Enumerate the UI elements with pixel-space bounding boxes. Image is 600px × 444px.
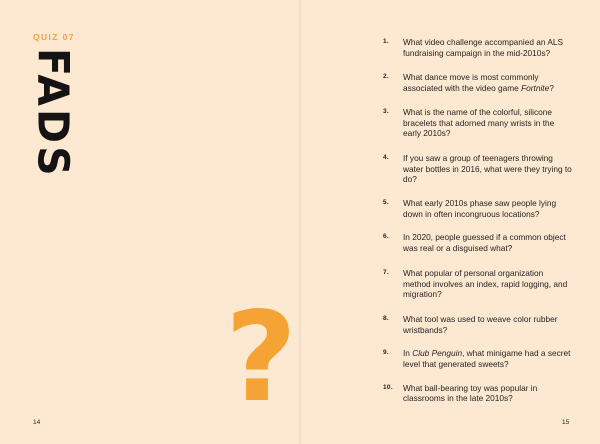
question-number: 10. — [383, 383, 393, 391]
question-mark-glyph: ? — [225, 286, 297, 430]
title-text: FADS — [27, 48, 79, 179]
question-text: If you saw a group of teenagers throwing water bottles in 2016, what were they trying to do? — [403, 152, 572, 185]
question-number: 4. — [383, 153, 390, 161]
question-item — [383, 107, 573, 139]
question-text-part: In — [403, 348, 413, 359]
question-text-part: What dance move is most commonly associated with the video game — [403, 72, 539, 94]
question-text: What is the name of the colorful, silicone bracelets that adorned many wrists in the early 2010s? — [403, 106, 555, 139]
question-item — [383, 383, 573, 404]
question-text: What tool was used to weave color rubber wristbands? — [403, 313, 558, 335]
question-item — [383, 232, 573, 253]
question-number: 7. — [383, 268, 390, 276]
question-number: 1. — [383, 38, 390, 45]
question-item — [383, 268, 573, 300]
page-number-left: 14 — [33, 419, 41, 426]
vertical-title — [27, 48, 79, 179]
page-number-right: 15 — [562, 419, 570, 426]
question-number: 3. — [383, 107, 390, 115]
quiz-label: QUIZ 07 — [33, 32, 75, 42]
question-item — [383, 153, 573, 185]
question-number: 5. — [383, 199, 390, 207]
question-text: In 2020, people guessed if a common object was real or a disguised what? — [403, 232, 566, 254]
question-text: What early 2010s phase saw people lying down in often incongruous locations? — [403, 198, 557, 219]
question-item — [383, 72, 573, 93]
question-item — [383, 37, 573, 58]
question-title-italic: Club Penguin — [412, 348, 463, 359]
question-text: What popular of personal organization method involves an index, rapid logging, and migration? — [403, 267, 568, 300]
question-item — [383, 198, 573, 219]
question-title-italic: Fortnite — [521, 83, 550, 94]
question-number: 9. — [383, 349, 390, 357]
question-text-part: ? — [549, 83, 554, 94]
question-text — [403, 348, 573, 369]
question-number: 2. — [383, 73, 390, 81]
question-text — [403, 72, 573, 93]
question-text-part: , what minigame had a secret level that generated sweets? — [403, 348, 571, 370]
question-text: What video challenge accompanied an ALS fundraising campaign in the mid-2010s? — [403, 37, 564, 58]
question-text: What ball-bearing toy was popular in classrooms in the late 2010s? — [403, 382, 538, 404]
title-wrapper — [27, 48, 79, 179]
question-number: 6. — [383, 233, 390, 241]
question-item — [383, 314, 573, 335]
question-number: 8. — [383, 314, 390, 322]
question-item — [383, 348, 573, 369]
question-list — [383, 37, 573, 404]
page-gutter — [299, 0, 301, 444]
